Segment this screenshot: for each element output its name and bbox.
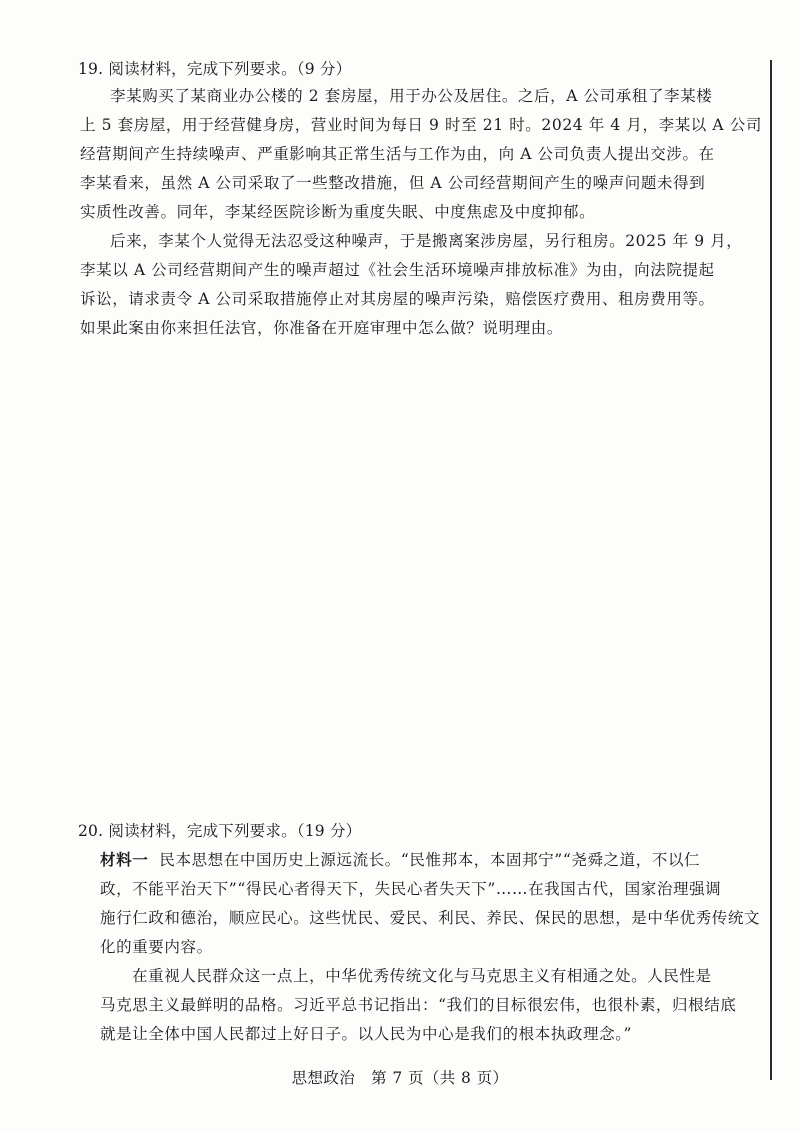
- q20-m1-p2-line-3: 就是让全体中国人民都过上好日子。以人民为中心是我们的根本执政理念。”: [100, 1025, 633, 1043]
- footer-page-info: 第 7 页（共 8 页）: [371, 1069, 509, 1087]
- footer-subject: 思想政治: [291, 1069, 356, 1087]
- q19-p2-line-1: 后来，李某个人觉得无法忍受这种噪声，于是搬离案涉房屋，另行租房。2025 年 9 月，: [110, 232, 743, 250]
- q20-m1-line-1: [100, 845, 762, 875]
- page-footer: [0, 1066, 800, 1088]
- question-20-title: 20. 阅读材料，完成下列要求。（19 分）: [78, 822, 362, 840]
- q19-p1-line-1: 李某购买了某商业办公楼的 2 套房屋，用于办公及居住。之后，A 公司承租了李某楼: [110, 87, 713, 105]
- q20-m1-p2-line-2: 马克思主义最鲜明的品格。习近平总书记指出：“我们的目标很宏伟，也很朴素，归根结底: [100, 996, 737, 1014]
- question-19-material: [80, 82, 762, 343]
- q20-m1-line-3: 施行仁政和德治，顺应民心。这些忧民、爱民、利民、养民、保民的思想，是中华优秀传统文: [100, 909, 761, 927]
- material-1-label: 材料一: [100, 850, 149, 869]
- answer-space-19[interactable]: [80, 350, 760, 810]
- q19-p1-line-5: 实质性改善。同年，李某经医院诊断为重度失眠、中度焦虑及中度抑郁。: [80, 203, 596, 221]
- q20-m1-line-2: 政，不能平治天下”“得民心者得天下，失民心者失天下”……在我国古代，国家治理强调: [100, 880, 722, 898]
- q19-p2-line-2: 李某以 A 公司经营期间产生的噪声超过《社会生活环境噪声排放标准》为由，向法院提起: [80, 261, 715, 279]
- q20-m1-line-4: 化的重要内容。: [100, 938, 213, 956]
- q19-p1-line-3: 经营期间产生持续噪声、严重影响其正常生活与工作为由，向 A 公司负责人提出交涉。在: [80, 145, 715, 163]
- question-20-material-1: [100, 845, 762, 1049]
- q20-m1-line-1-text: 民本思想在中国历史上源远流长。“民惟邦本，本固邦宁”“尧舜之道，不以仁: [159, 851, 701, 869]
- margin-rule: [770, 60, 772, 1080]
- q20-m1-p2-line-1: 在重视人民群众这一点上，中华优秀传统文化与马克思主义有相通之处。人民性是: [132, 967, 712, 985]
- q19-p1-line-2: 上 5 套房屋，用于经营健身房，营业时间为每日 9 时至 21 时。2024 年 4 月，李某以 A 公司: [80, 116, 762, 134]
- q19-p2-line-3: 诉讼，请求责令 A 公司采取措施停止对其房屋的噪声污染，赔偿医疗费用、租房费用等。: [80, 290, 715, 308]
- q19-p2-line-4: 如果此案由你来担任法官，你准备在开庭审理中怎么做？说明理由。: [80, 319, 564, 337]
- question-19-title: 19. 阅读材料，完成下列要求。（9 分）: [78, 60, 352, 78]
- q19-p1-line-4: 李某看来，虽然 A 公司采取了一些整改措施，但 A 公司经营期间产生的噪声问题未得到: [80, 174, 706, 192]
